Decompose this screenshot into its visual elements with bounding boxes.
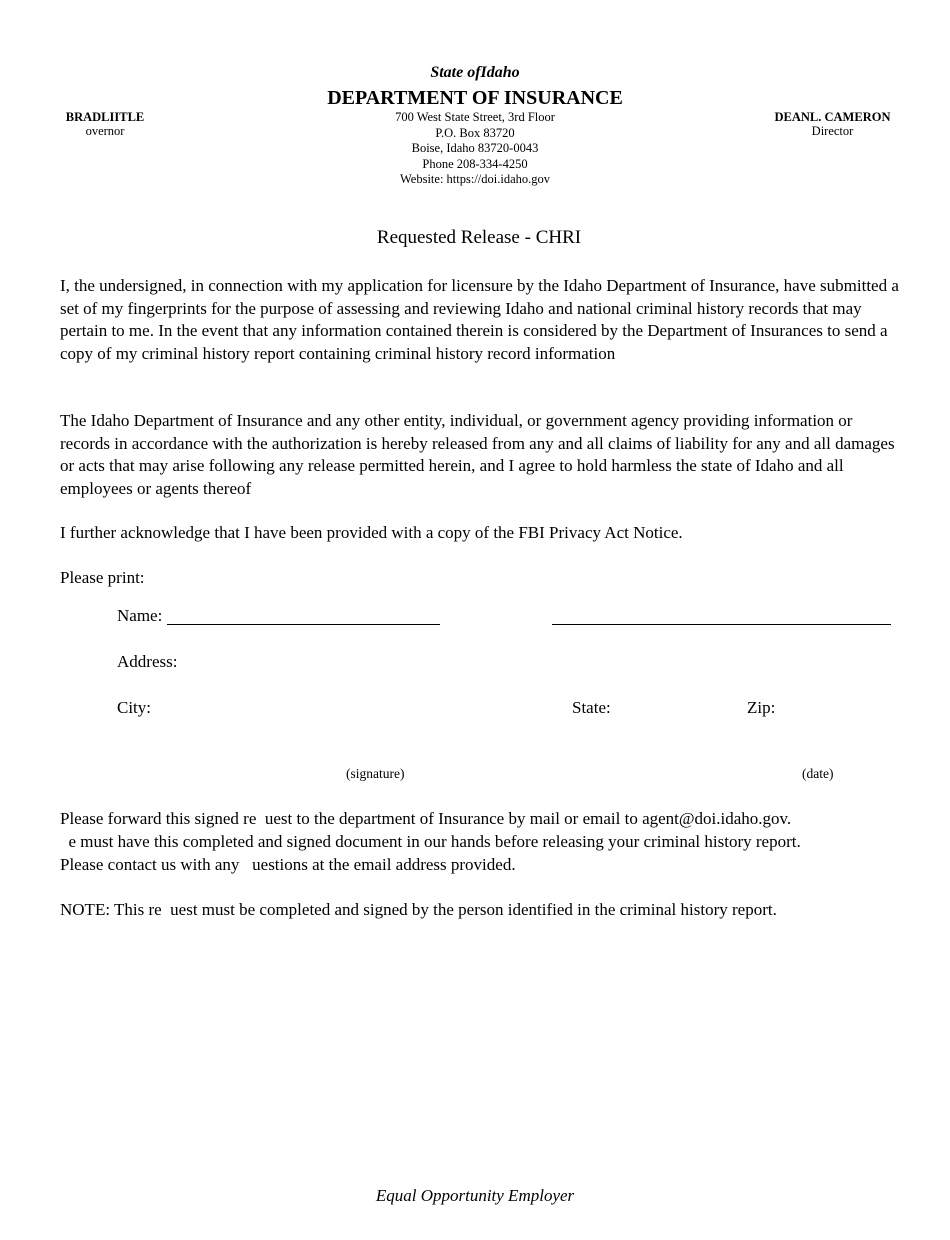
address-line: Boise, Idaho 83720-0043 — [411, 141, 539, 155]
instructions-line-1: Please forward this signed re uest to the department of Insurance by mail or email to agent@doi.idaho.gov. — [60, 809, 792, 828]
release-paragraph: The Idaho Department of Insurance and any other entity, individual, or government agency providing information or records in accordance with the authorization is hereby released from any and all claims of liability for any and all damages or acts that may arise following any release permitted herein, and I agree to hold harmless the state of Idaho and all employees or agents thereof — [60, 411, 895, 498]
director-title: Director — [811, 124, 854, 138]
zip-field[interactable] — [782, 694, 892, 718]
zip-label: Zip: — [747, 698, 776, 717]
director-block — [760, 110, 905, 138]
state-heading: State ofIdaho — [430, 64, 520, 81]
name-field[interactable] — [167, 624, 440, 625]
note-line: NOTE: This re uest must be completed and signed by the person identified in the criminal history report. — [60, 900, 777, 919]
governor-block — [40, 110, 170, 138]
equal-opportunity-footer: Equal Opportunity Employer — [375, 1186, 575, 1205]
address-label: Address: — [117, 652, 178, 671]
authorization-paragraph: I, the undersigned, in connection with my application for licensure by the Idaho Department of Insurance, have submitted a set of my fingerprints for the purpose of assessing and reviewing Idaho and national criminal history records that may pertain to me. In the event that any information contained therein is considered by the Department of Insurances to send a copy of my criminal history report containing criminal history record information — [60, 276, 899, 363]
governor-name: BRADLIITLE — [65, 110, 145, 124]
state-label: State: — [572, 698, 611, 717]
city-label: City: — [117, 698, 152, 717]
acknowledgement-paragraph: I further acknowledge that I have been provided with a copy of the FBI Privacy Act Notice. — [60, 523, 683, 542]
date-field[interactable] — [740, 738, 900, 764]
governor-title: overnor — [85, 124, 125, 138]
date-caption: (date) — [802, 766, 834, 781]
phone-line: Phone 208-334-4250 — [422, 156, 528, 171]
signature-field[interactable] — [160, 738, 640, 764]
instructions-line-3: Please contact us with any uestions at the email address provided. — [60, 855, 516, 874]
document-title: Requested Release - CHRI — [376, 227, 582, 248]
department-title: DEPARTMENT OF INSURANCE — [327, 87, 623, 109]
please-print-label: Please print: — [60, 568, 145, 587]
website-line: Website: https://doi.idaho.gov — [399, 172, 551, 186]
name-label: Name: — [117, 606, 163, 625]
address-line: 700 West State Street, 3rd Floor — [395, 110, 555, 124]
instructions-line-2: e must have this completed and signed document in our hands before releasing your criminal history report. — [60, 832, 801, 851]
director-name: DEANL. CAMERON — [774, 110, 891, 124]
signature-caption: (signature) — [346, 766, 405, 781]
state-field[interactable] — [620, 694, 730, 718]
city-field[interactable] — [160, 694, 550, 718]
address-field[interactable] — [190, 648, 890, 672]
name-field-secondary[interactable] — [552, 624, 891, 625]
address-line: P.O. Box 83720 — [435, 125, 515, 140]
